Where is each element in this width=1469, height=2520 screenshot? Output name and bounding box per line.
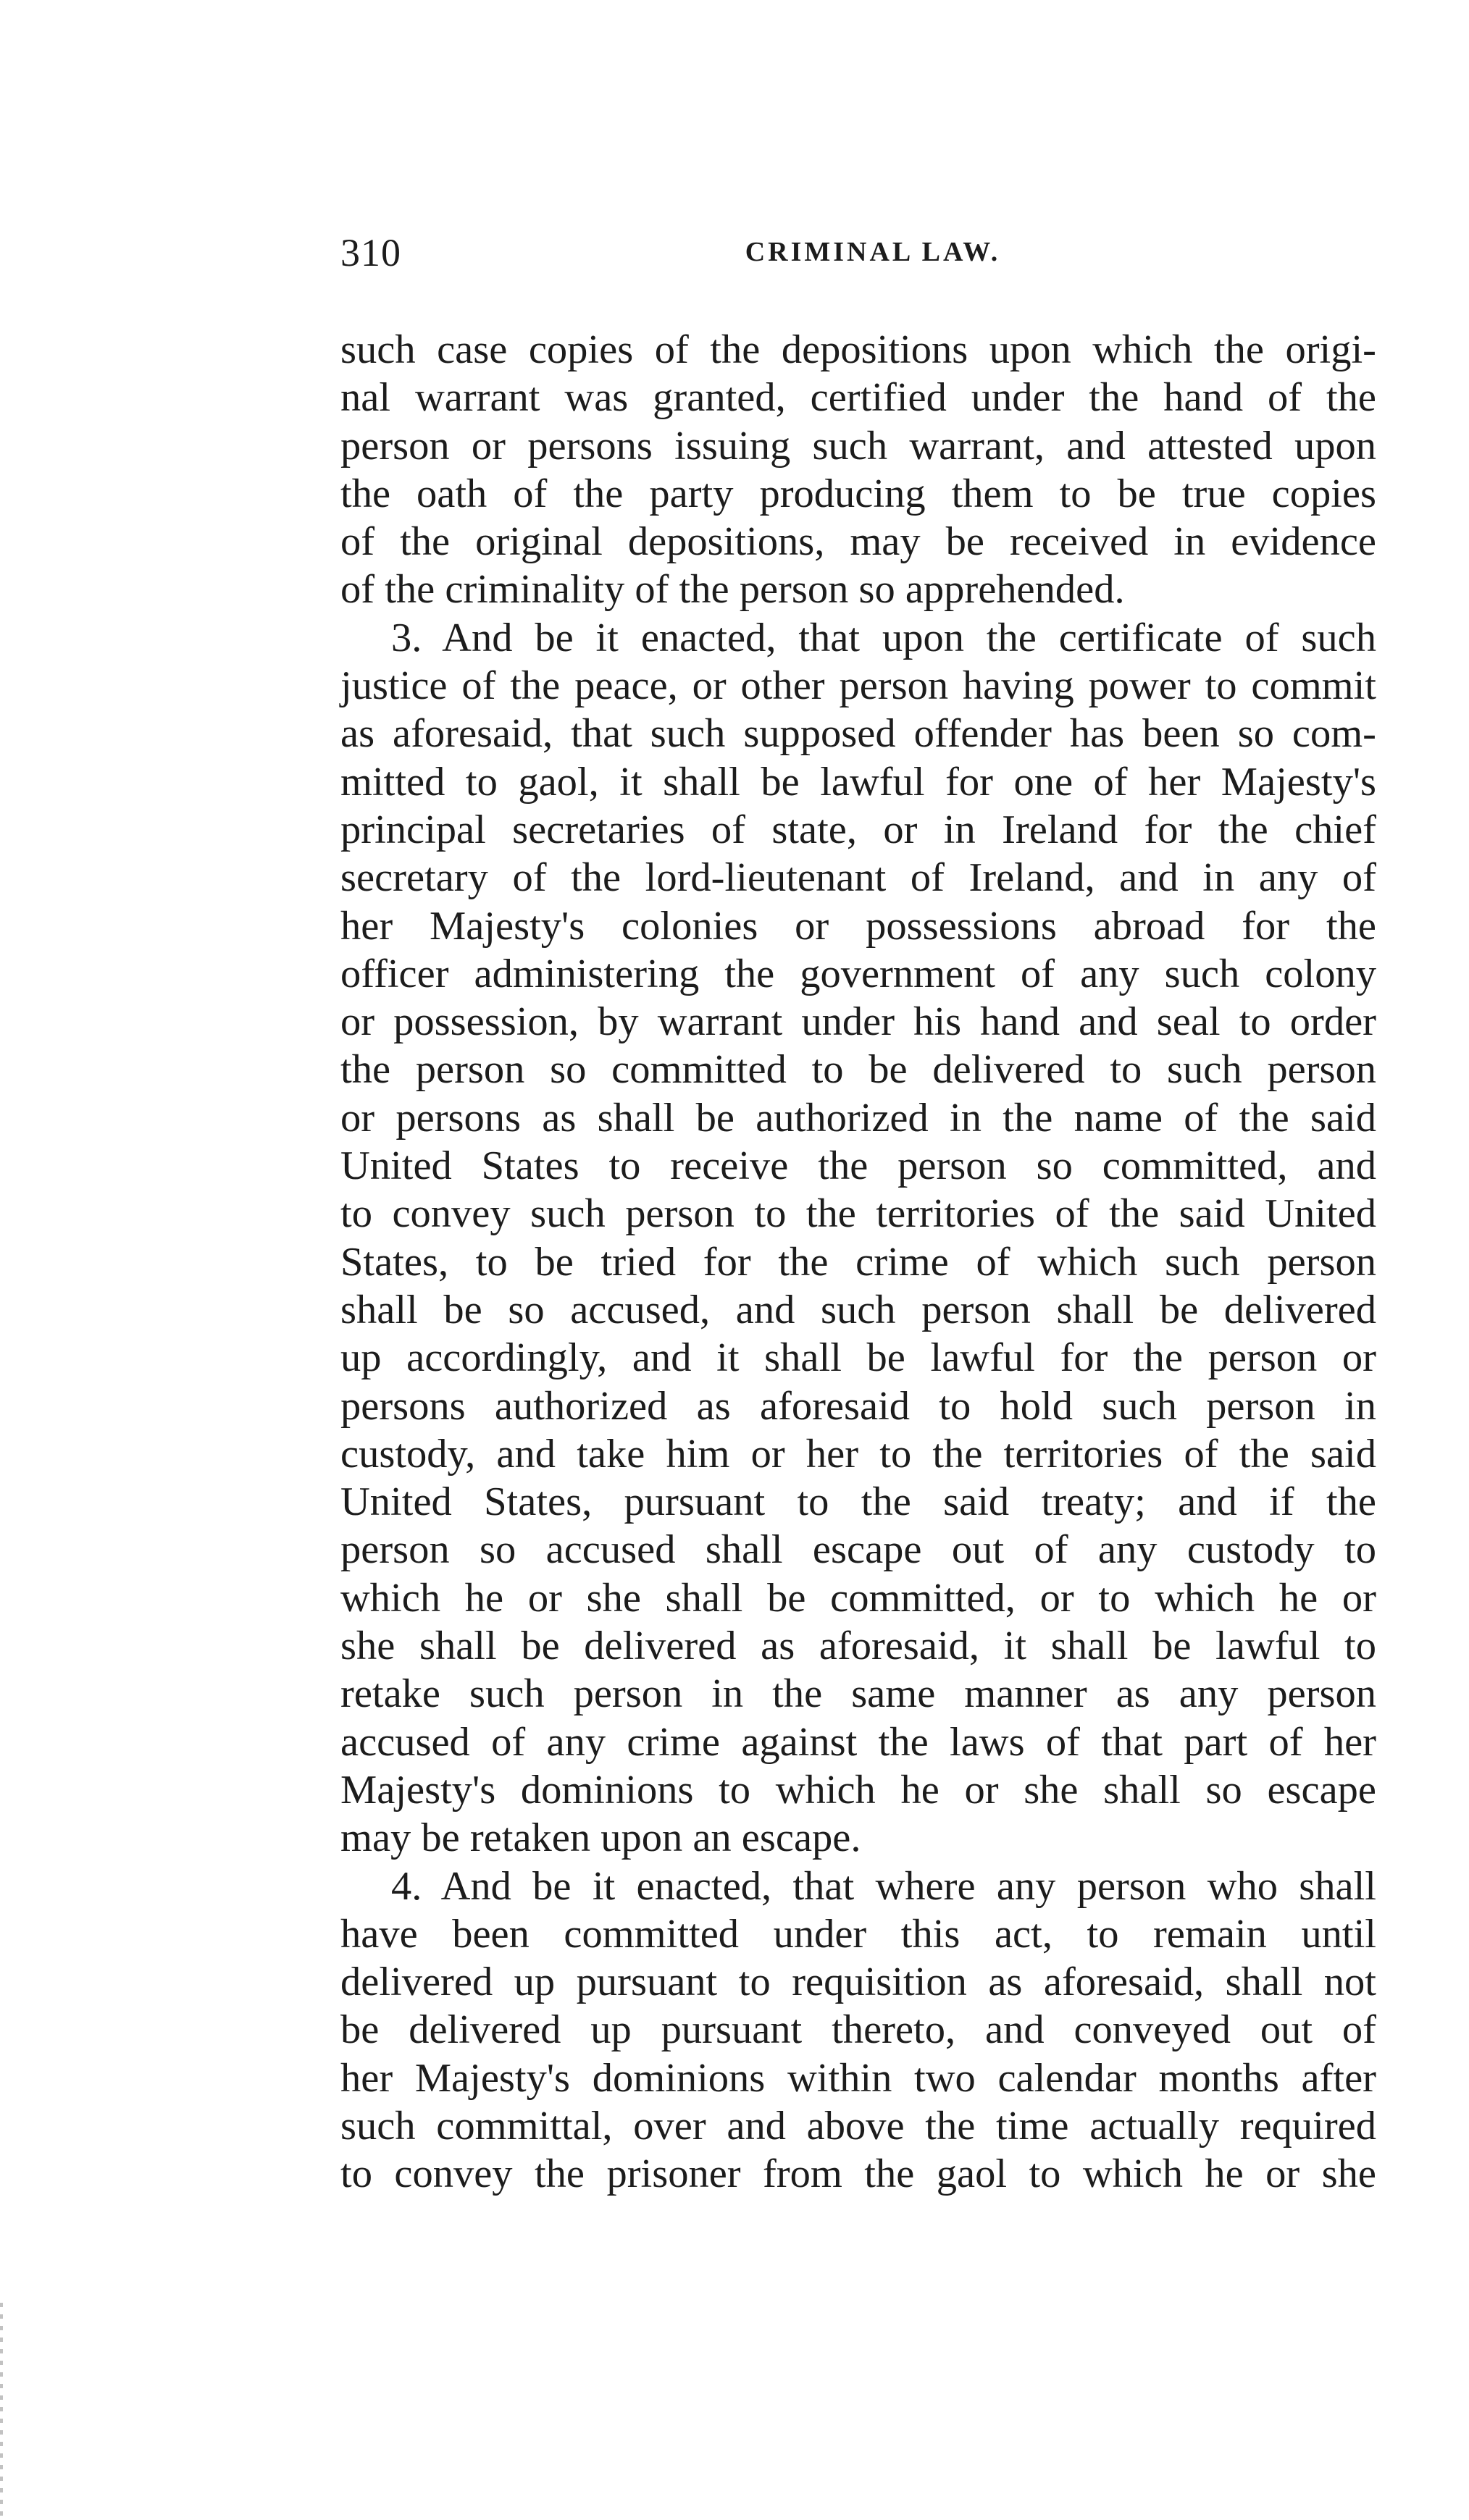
text-line: delivered up pursuant to requisition as aforesaid, shall not bbox=[340, 1960, 1376, 2005]
text-line: which he or she shall be committed, or to which he or bbox=[340, 1575, 1376, 1621]
text-line: principal secretaries of state, or in Ireland for the chief bbox=[340, 807, 1376, 852]
text-line: to convey such person to the territories of the said United bbox=[340, 1191, 1376, 1237]
text-line: secretary of the lord-lieutenant of Ireland, and in any of bbox=[340, 855, 1376, 901]
text-line: the person so committed to be delivered to such person bbox=[340, 1047, 1376, 1093]
running-head bbox=[340, 230, 1376, 281]
body-text bbox=[340, 326, 1376, 2198]
text-line: be delivered up pursuant thereto, and conveyed out of bbox=[340, 2007, 1376, 2053]
text-line: she shall be delivered as aforesaid, it shall be lawful to bbox=[340, 1624, 1376, 1669]
text-line: States, to be tried for the crime of which such person bbox=[340, 1239, 1376, 1285]
text-line: United States to receive the person so committed, and bbox=[340, 1143, 1376, 1189]
text-line: United States, pursuant to the said treaty; and if the bbox=[340, 1479, 1376, 1525]
text-line: or possession, by warrant under his hand and seal to order bbox=[340, 999, 1376, 1045]
text-line: her Majesty's dominions within two calendar months after bbox=[340, 2055, 1376, 2101]
text-line: retake such person in the same manner as any person bbox=[340, 1671, 1376, 1717]
text-line: of the original depositions, may be received in evidence bbox=[340, 519, 1376, 565]
text-line: the oath of the party producing them to be true copies bbox=[340, 471, 1376, 516]
text-line: shall be so accused, and such person shall be delivered bbox=[340, 1287, 1376, 1332]
text-line: Majesty's dominions to which he or she shall so escape bbox=[340, 1767, 1376, 1813]
text-line: have been committed under this act, to remain until bbox=[340, 1911, 1376, 1957]
text-line: persons authorized as aforesaid to hold such person in bbox=[340, 1383, 1376, 1429]
text-line: justice of the peace, or other person having power to commit bbox=[340, 663, 1376, 709]
text-line: such committal, over and above the time actually required bbox=[340, 2103, 1376, 2149]
section-4-first-line: 4. And be it enacted, that where any person who shall bbox=[391, 1863, 1376, 1909]
text-line: accused of any crime against the laws of that part of her bbox=[340, 1719, 1376, 1765]
section-3-first-line: 3. And be it enacted, that upon the certificate of such bbox=[391, 615, 1376, 660]
text-line: such case copies of the depositions upon which the origi- bbox=[340, 327, 1376, 372]
page-number: 310 bbox=[340, 231, 401, 274]
text-line: her Majesty's colonies or possessions abroad for the bbox=[340, 903, 1376, 949]
text-line: person or persons issuing such warrant, and attested upon bbox=[340, 423, 1376, 469]
text-line: or persons as shall be authorized in the name of the said bbox=[340, 1095, 1376, 1141]
text-line: as aforesaid, that such supposed offender has been so com- bbox=[340, 711, 1376, 757]
text-line: may be retaken upon an escape. bbox=[340, 1815, 861, 1861]
text-line: nal warrant was granted, certified under the hand of the bbox=[340, 375, 1376, 421]
running-title: CRIMINAL LAW. bbox=[745, 237, 1001, 267]
text-line: officer administering the government of any such colony bbox=[340, 951, 1376, 996]
text-line: person so accused shall escape out of any custody to bbox=[340, 1527, 1376, 1573]
text-line: up accordingly, and it shall be lawful for the person or bbox=[340, 1335, 1376, 1381]
text-line: mitted to gaol, it shall be lawful for one of her Majesty's bbox=[340, 759, 1376, 805]
text-line: custody, and take him or her to the territories of the said bbox=[340, 1431, 1376, 1477]
text-line: to convey the prisoner from the gaol to which he or she bbox=[340, 2151, 1376, 2197]
text-line: of the criminality of the person so apprehended. bbox=[340, 567, 1125, 613]
binding-edge-mark bbox=[0, 2303, 3, 2520]
